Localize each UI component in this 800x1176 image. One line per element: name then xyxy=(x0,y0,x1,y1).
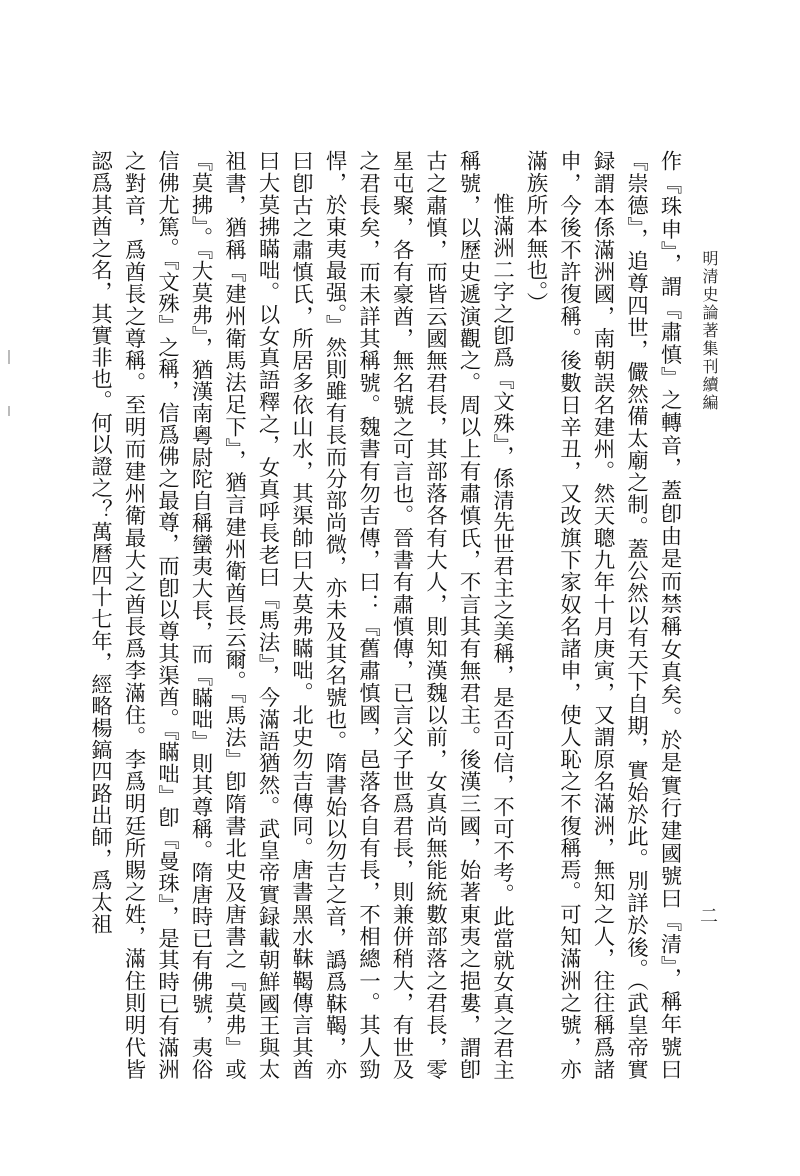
paragraph-1: 作『珠申』，謂『肅慎』之轉音，蓋卽由是而禁稱女真矣。於是實行建國號曰『清』，稱年號曰『崇德』，追尊四世，儼然備太廟之制。蓋公然以有天下自期，實始於此。別詳於後。（武皇帝實録謂本係滿洲國，南朝誤名建州。然天聰九年十月庚寅，又謂原名滿洲，無知之人，往往稱爲諸申，今後不許復稱。後數日辛丑，又改旗下家奴名諸申，使人恥之不復稱焉。可知滿洲之號，亦滿族所本無也。） xyxy=(523,150,682,1080)
running-header-title: 明清史論著集刊續編 xyxy=(700,250,719,412)
gutter-mark xyxy=(8,406,10,416)
paragraph-2: 惟滿洲二字之卽爲『文殊』，係清先世君主之美稱，是否可信，不可不考。此當就女真之君主稱號，以歷史遞演觀之。周以上有肅慎氏，不言其有無君主。後漢三國，始著東夷之挹婁，謂卽古之肅慎，而皆云國無君長，其部落各有大人，則知漢魏以前，女真尚無能統數部落之君長，零星屯聚，各有豪酋，無名號之可言也。晉書有肅慎傳，已言父子世爲君長，則兼併稍大，有世及之君長矣，而未詳其稱號。魏書有勿吉傳，曰：『舊肅慎國，邑落各自有長，不相總一。其人勁悍，於東夷最强。』然則雖有長而分部尚微，亦未及其名號也。隋書始以勿吉之音，譌爲靺鞨，亦曰卽古之肅慎氏，所居多依山水，其渠帥曰大莫弗瞞咄。北史勿吉傳同。唐書黑水靺鞨傳言其酋曰大莫拂瞞咄。以女真語釋之，女真呼長老曰『馬法』，今滿語猶然。武皇帝實録載朝鮮國王與太祖書，猶稱『建州衛馬法足下』，猶言建州衛酋長云爾。『馬法』卽隋書北史及唐書之『莫弗』或『莫拂』。『大莫弗』，猶漢南粵尉陀自稱蠻夷大長，而『瞞咄』則其尊稱。隋唐時已有佛號，夷俗信佛尤篤。『文殊』之稱，信爲佛之最尊，而卽以尊其渠酋。『瞞咄』卽『曼珠』，是其時已有滿洲之對音，爲酋長之尊稱。至明而建州衛最大之酋長爲李滿住。李爲明廷所賜之姓，滿住則明代皆認爲其酋之名，其實非也。何以證之？萬曆四十七年，經略楊鎬四路出師，爲太祖 xyxy=(87,150,515,1080)
gutter-mark xyxy=(8,350,10,364)
page-number: 二 xyxy=(697,906,718,924)
main-text-block xyxy=(87,150,686,1080)
